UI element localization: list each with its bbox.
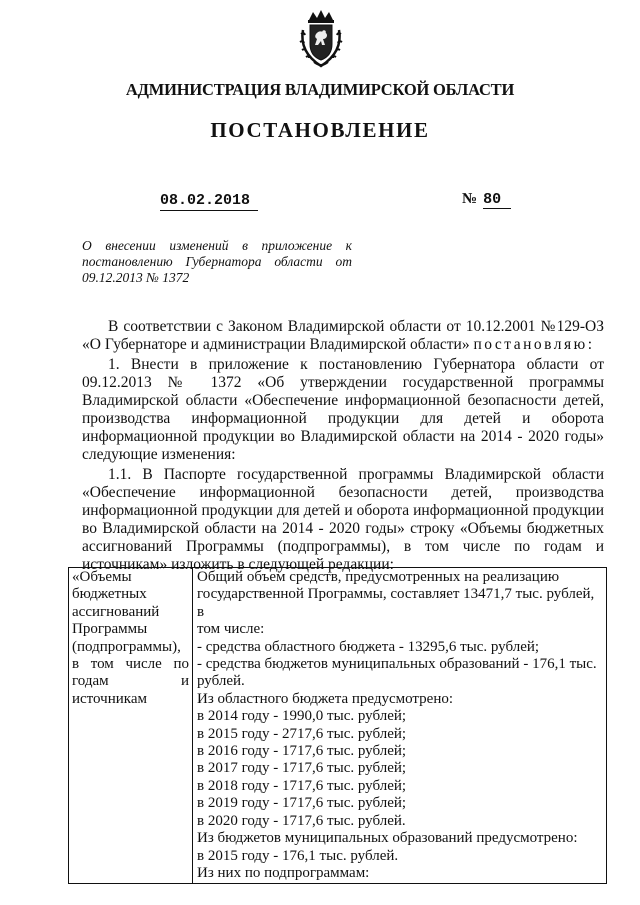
content-line: в 2020 году - 1717,6 тыс. рублей. — [197, 812, 406, 829]
document-number-block — [462, 191, 511, 209]
clause-1-paragraph: 1. Внести в приложение к постановлению Губернатора области от 09.12.2013 № 1372 «Об утверждении государственной программы Владимирской области «Обеспечение информационной безопасности детей, производства информационной продукции для детей и оборота информационной продукции во Владимирской области на 2014 - 2020 годы» следующие изменения: — [82, 356, 604, 463]
subject-line: О внесении изменений в приложение к — [82, 238, 352, 253]
table-cell-label — [69, 568, 193, 884]
subject-line: постановлению Губернатора области от — [82, 254, 352, 269]
content-line: в 2018 году - 1717,6 тыс. рублей; — [197, 777, 407, 794]
content-line: в 2015 году - 2717,6 тыс. рублей; — [197, 725, 407, 742]
label-line: «Объемы — [72, 569, 132, 585]
content-line: Из областного бюджета предусмотрено: — [197, 690, 454, 707]
document-subject — [82, 238, 352, 286]
coat-of-arms-emblem — [297, 8, 345, 70]
content-line: рублей. — [197, 673, 245, 690]
content-line: в 2017 году - 1717,6 тыс. рублей; — [197, 760, 407, 777]
organization-title: АДМИНИСТРАЦИЯ ВЛАДИМИРСКОЙ ОБЛАСТИ — [125, 80, 515, 99]
content-line: Из них по подпрограммам: — [197, 864, 370, 881]
content-line: - средства бюджетов муниципальных образований - 176,1 тыс. — [197, 656, 597, 673]
preamble-text: В соответствии с Законом Владимирской области от 10.12.2001 №129-ОЗ «О Губернаторе и администрации Владимирской области» — [82, 318, 604, 353]
document-date: 08.02.2018 — [160, 192, 258, 211]
document-number: 80 — [483, 191, 511, 209]
content-line: в 2019 году - 1717,6 тыс. рублей; — [197, 795, 407, 812]
content-line: государственной Программы, составляет 13471,7 тыс. рублей, в — [197, 586, 595, 620]
label-line: ассигнований — [72, 603, 160, 620]
document-body — [82, 318, 604, 574]
resolve-word: постановляю: — [473, 336, 595, 353]
number-label: № — [462, 191, 478, 207]
label-line: в том числе по — [72, 656, 189, 673]
preamble-paragraph — [82, 318, 604, 354]
subject-line: 09.12.2013 № 1372 — [82, 270, 190, 285]
content-line: том числе: — [197, 621, 265, 638]
content-line: - средства областного бюджета - 13295,6 тыс. рублей; — [197, 638, 540, 655]
label-line: бюджетных — [72, 586, 147, 603]
document-type-title: ПОСТАНОВЛЕНИЕ — [210, 118, 430, 142]
label-line: (подпрограммы), — [72, 638, 181, 655]
label-line: Программы — [72, 621, 148, 638]
content-line: в 2016 году - 1717,6 тыс. рублей; — [197, 743, 407, 760]
label-line: источникам — [72, 690, 147, 707]
content-line: в 2015 году - 176,1 тыс. рублей. — [197, 847, 399, 864]
budget-table — [68, 567, 607, 884]
table-cell-content — [193, 568, 607, 884]
content-line: Общий объем средств, предусмотренных на реализацию — [197, 569, 560, 585]
content-line: в 2014 году - 1990,0 тыс. рублей; — [197, 708, 407, 725]
content-line: Из бюджетов муниципальных образований предусмотрено: — [197, 830, 578, 847]
clause-1-1-paragraph: 1.1. В Паспорте государственной программы Владимирской области «Обеспечение информационной безопасности детей, производства информационной продукции для детей и оборота информационной продукции во Владимирской области на 2014 - 2020 годы» строку «Объемы бюджетных ассигнований Программы (подпрограммы), в том числе по годам и источникам» изложить в следующей редакции: — [82, 466, 604, 573]
label-line: годам и — [72, 673, 189, 690]
table-row — [69, 568, 607, 884]
